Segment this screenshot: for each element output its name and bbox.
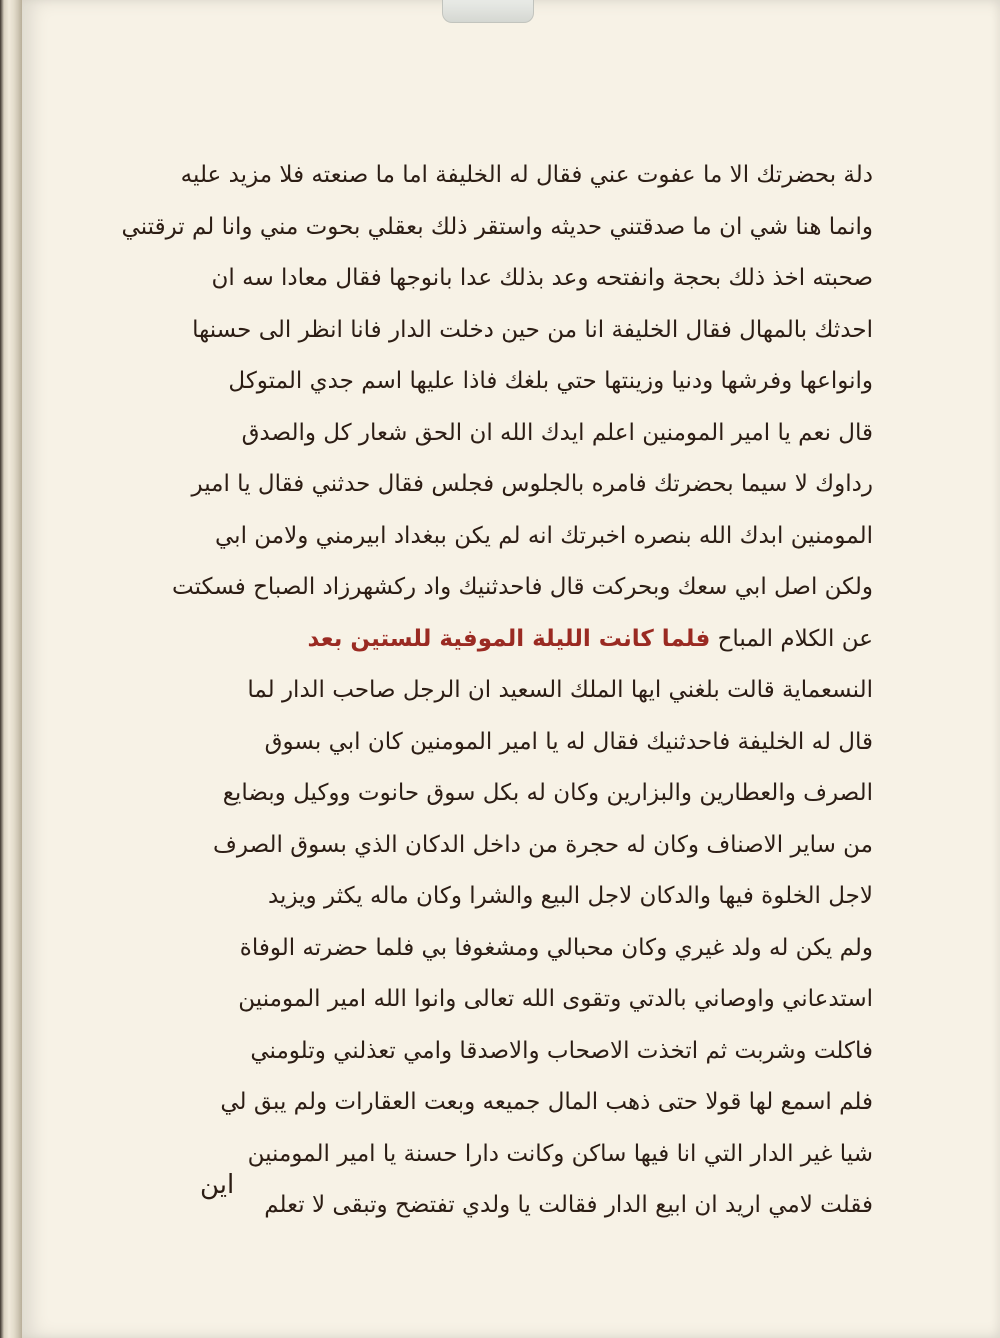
text-line: الصرف والعطارين والبزارين وكان له بكل سوق حانوت ووكيل وبضايع (222, 780, 873, 806)
text-line: قال نعم يا امير المومنين اعلم ايدك الله ان الحق شعار كل والصدق (241, 419, 873, 446)
text-line: ولكن اصل ابي سعك وبحركت قال فاحدثنيك واد ركشهرزاد الصباح فسكتت (172, 574, 873, 600)
text-line: ولم يكن له ولد غيري وكان محبالي ومشغوفا بي فلما حضرته الوفاة (239, 934, 873, 961)
text-line: وانواعها وفرشها ودنيا وزينتها حتي بلغك فاذا عليها اسم جدي المتوكل (228, 368, 873, 394)
text-line-with-rubric (103, 614, 873, 666)
rubric-heading: فلما كانت الليلة الموفية للستين بعد (307, 625, 711, 652)
text-line: النسعماية قالت بلغني ايها الملك السعيد ان الرجل صاحب الدار لما (247, 677, 873, 703)
text-line: رداوك لا سيما بحضرتك فامره بالجلوس فجلس فقال حدثني فقال يا امير (191, 471, 873, 497)
page-clip (442, 0, 534, 23)
text-line: صحبته اخذ ذلك بحجة وانفتحه وعد بذلك عدا بانوجها فقال معادا سه ان (211, 265, 873, 291)
book-binding-edge (0, 0, 22, 1338)
catchword: اين (200, 1170, 235, 1200)
text-line: لاجل الخلوة فيها والدكان لاجل البيع والشرا وكان ماله يكثر ويزيد (267, 883, 873, 909)
text-line: قال له الخليفة فاحدثنيك فقال له يا امير المومنين كان ابي بسوق (264, 728, 873, 755)
text-line: المومنين ابدك الله بنصره اخبرتك انه لم يكن ببغداد ابيرمني ولامن ابي (215, 522, 873, 549)
text-line: وانما هنا شي ان ما صدقتني حديثه واستقر ذلك بعقلي بحوت مني وانا لم ترقتني (121, 213, 873, 240)
text-line: احدثك بالمهال فقال الخليفة انا من حين دخلت الدار فانا انظر الى حسنها (192, 316, 873, 343)
manuscript-text-block (103, 150, 873, 1232)
text-line: استدعاني واوصاني بالدتي وتقوى الله تعالى وانوا الله امير المومنين (238, 986, 873, 1012)
text-line: شيا غير الدار التي انا فيها ساكن وكانت دارا حسنة يا امير المومنين (247, 1140, 873, 1167)
text-line: من ساير الاصناف وكان له حجرة من داخل الدكان الذي بسوق الصرف (213, 831, 873, 858)
text-line: دلة بحضرتك الا ما عفوت عني فقال له الخليفة اما ما صنعته فلا مزيد عليه (180, 162, 873, 188)
text-line: فلم اسمع لها قولا حتى ذهب المال جميعه وبعت العقارات ولم يبق لي (220, 1089, 873, 1115)
text-segment: عن الكلام المباح (717, 625, 873, 652)
text-line: فاكلت وشربت ثم اتخذت الاصحاب والاصدقا وامي تعذلني وتلومني (250, 1037, 873, 1064)
text-line: فقلت لامي اريد ان ابيع الدار فقالت يا ولدي تفتضح وتبقى لا تعلم (264, 1192, 873, 1218)
